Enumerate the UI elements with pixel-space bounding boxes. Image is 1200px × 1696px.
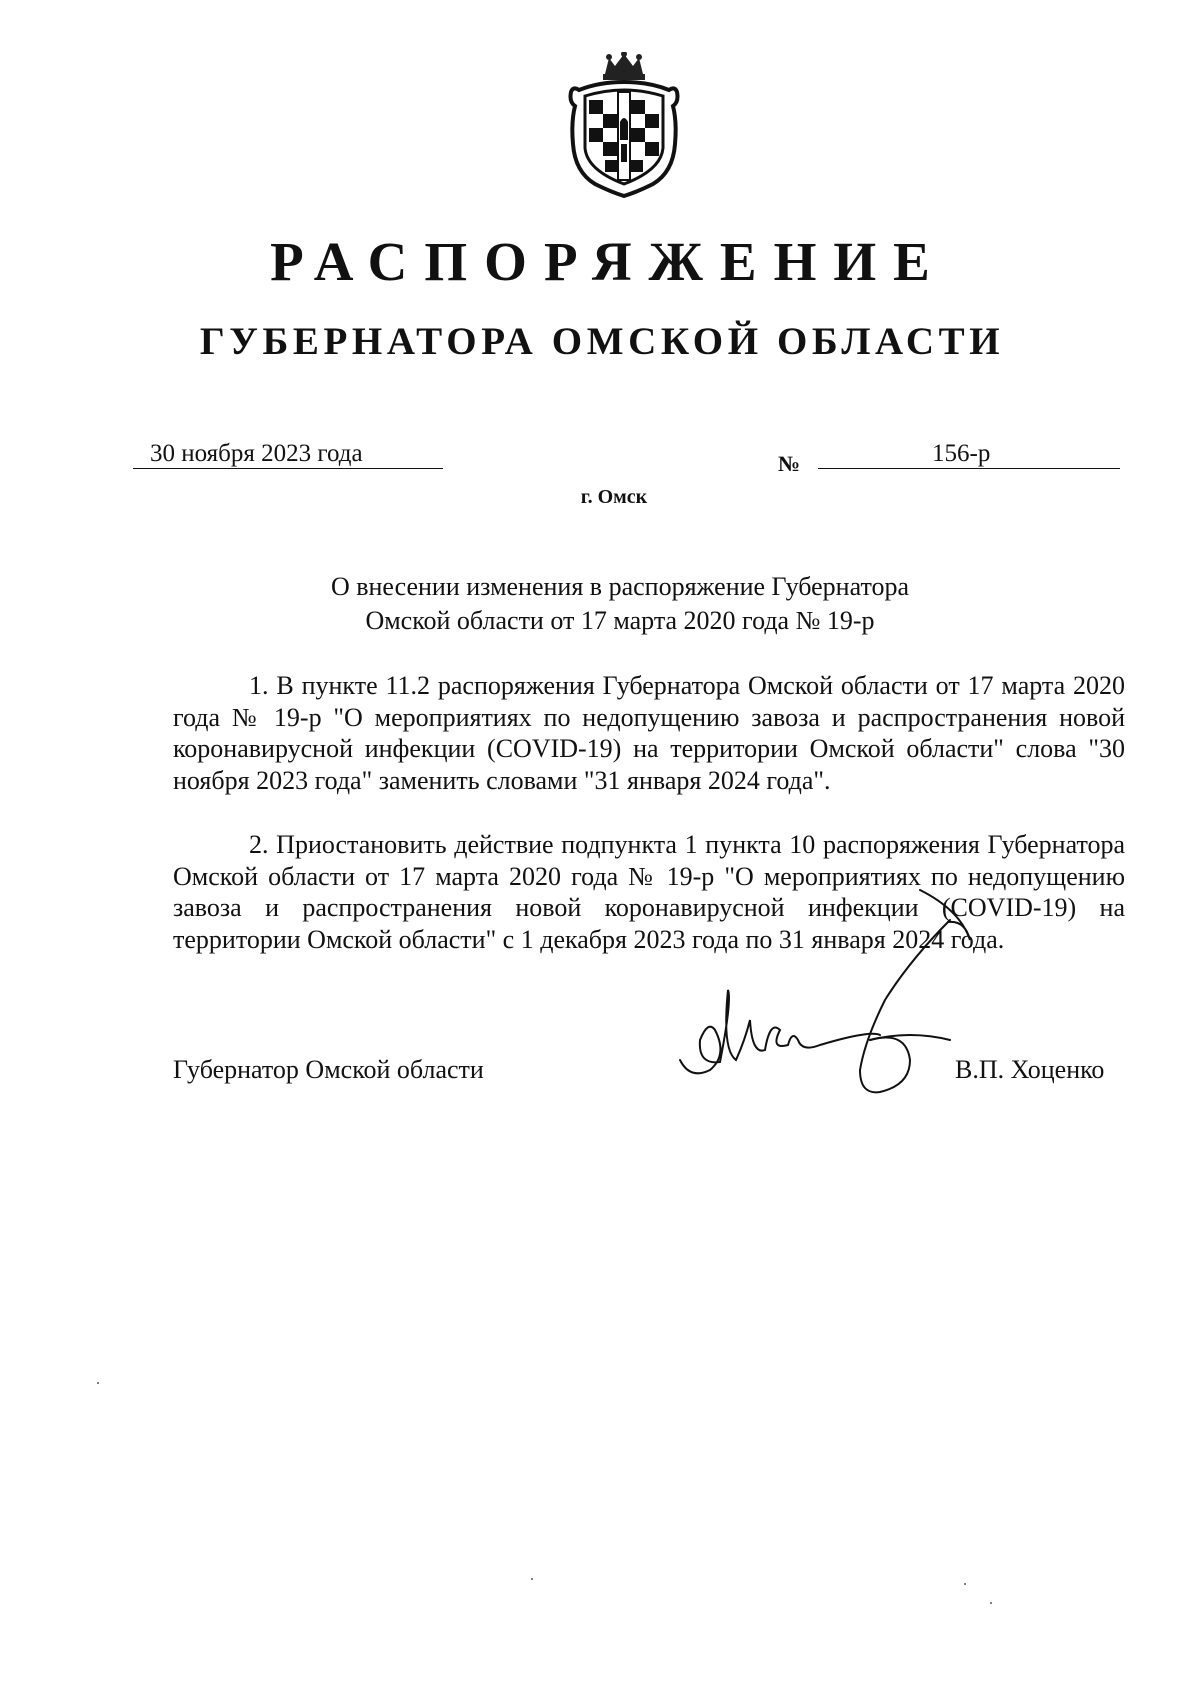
scan-speck [531, 1578, 533, 1580]
coat-of-arms-emblem [565, 52, 683, 198]
scan-speck [97, 1382, 99, 1384]
signatory-name: В.П. Хоценко [955, 1055, 1105, 1084]
subject-line-1: О внесении изменения в распоряжение Губернатора [330, 572, 910, 601]
paragraph-2: 2. Приостановить действие подпункта 1 пункта 10 распоряжения Губернатора Омской области от 17 марта 2020 года № 19-р "О мероприятиях по недопущению завоза и распространения новой коронавирусной инфекции (COVID-19) на территории Омской области" с 1 декабря 2023 года по 31 января 2024 года. [173, 830, 1125, 954]
document-subject [0, 570, 1200, 638]
document-date: 30 ноября 2023 года [150, 440, 363, 467]
scan-speck [964, 1583, 966, 1585]
subject-line-2: Омской области от 17 марта 2020 года № 19-р [365, 606, 875, 635]
signatory-title: Губернатор Омской области [173, 1055, 484, 1084]
scan-speck [990, 1602, 992, 1604]
city: г. Омск [580, 486, 648, 508]
number-sign: № [778, 451, 801, 476]
document-number: 156-р [932, 440, 991, 467]
issuer-title: ГУБЕРНАТОРА ОМСКОЙ ОБЛАСТИ [199, 320, 1005, 363]
document-type-title: РАСПОРЯЖЕНИЕ [270, 231, 947, 292]
paragraph-1: 1. В пункте 11.2 распоряжения Губернатора Омской области от 17 марта 2020 года № 19-р "О мероприятиях по недопущению завоза и распространения новой коронавирусной инфекции (COVID-19) на территории Омской области" слова "30 ноября 2023 года" заменить словами "31 января 2024 года". [173, 671, 1125, 795]
